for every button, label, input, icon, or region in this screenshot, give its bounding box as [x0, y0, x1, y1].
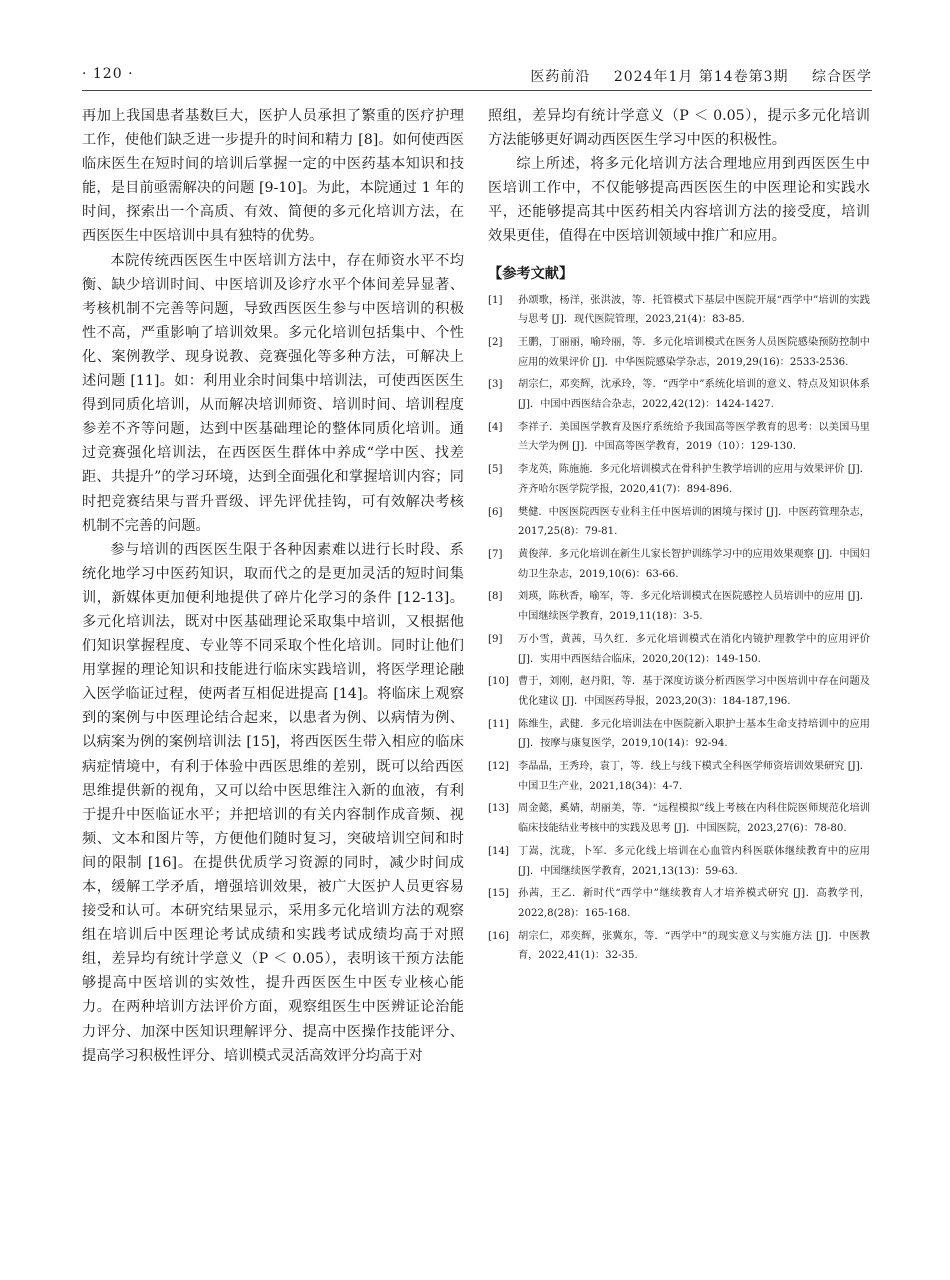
reference-number: [11] — [488, 718, 509, 730]
reference-item — [488, 418, 870, 457]
reference-number: [5] — [488, 464, 503, 476]
reference-list — [488, 291, 870, 967]
reference-item — [488, 630, 870, 669]
reference-text: 万小雪，黄茜，马久红．多元化培训模式在消化内镜护理教学中的应用评价 [J]．实用中西医结合临床，2020,20(12)：149-150. — [518, 633, 870, 665]
reference-text: 胡宗仁，邓奕辉，沈承玲，等．“西学中”系统化培训的意义、特点及知识体系 [J]．中国中西医结合杂志，2022,42(12)：1424-1427. — [518, 379, 870, 411]
reference-number: [9] — [488, 633, 503, 645]
journal-issue: 2024年1月 第14卷第3期 — [613, 69, 789, 85]
reference-number: [7] — [488, 549, 503, 560]
page-header — [82, 62, 872, 86]
journal-info — [512, 66, 872, 86]
body-paragraph: 再加上我国患者基数巨大，医护人员承担了繁重的医疗护理工作，使他们缺乏进一步提升的时间和精力 [8]。如何使西医临床医生在短时间的培训后掌握一定的中医药基本知识和技能，是目前亟需解决的问题 [9-10]。为此，本院通过 1 年的时间，探索出一个高质、有效、简便的多元化培训方法，在西医医生中医培训中具有独特的优势。 — [82, 108, 464, 245]
body-paragraph: 照组，差异均有统计学意义（P ＜ 0.05），提示多元化培训方法能够更好调动西医医生学习中医的积极性。 — [488, 108, 870, 149]
reference-text: 黄俊萍．多元化培训在新生儿家长智护训练学习中的应用效果观察 [J]．中国妇幼卫生杂志，2019,10(6)：63-66. — [518, 549, 870, 580]
left-column — [82, 104, 464, 1068]
reference-text: 丁嵩，沈珑，卜军．多元化线上培训在心血管内科医联体继续教育中的应用 [J]．中国继续医学教育，2021,13(13)：59-63. — [518, 845, 870, 877]
page-number: · 120 · — [82, 66, 134, 82]
references-title: 【参考文献】 — [488, 265, 574, 282]
reference-text: 王鹏，丁丽丽，喻玲丽，等．多元化培训模式在医务人员医院感染预防控制中应用的效果评价 [J]．中华医院感染学杂志，2019,29(16)：2533-2536. — [518, 336, 870, 368]
reference-text: 李晶晶，王秀玲，袁丁，等．线上与线下模式全科医学师资培训效果研究 [J]．中国卫生产业，2021,18(34)：4-7. — [518, 761, 870, 792]
reference-text: 李祥子．美国医学教育及医疗系统给予我国高等医学教育的思考：以美国马里兰大学为例 [J]．中国高等医学教育，2019（10）：129-130. — [518, 421, 870, 453]
reference-number: [2] — [488, 336, 503, 348]
reference-text: 孙颂歌，杨洋，张洪波，等．托管模式下基层中医院开展“西学中”培训的实践与思考 [J]．现代医院管理，2023,21(4)：83-85. — [518, 294, 870, 326]
reference-item — [488, 799, 870, 838]
reference-item — [488, 333, 870, 372]
reference-item — [488, 460, 870, 499]
reference-item — [488, 927, 870, 966]
journal-name: 医药前沿 — [530, 69, 591, 85]
reference-item — [488, 291, 870, 330]
reference-number: [15] — [488, 888, 509, 900]
reference-item — [488, 503, 870, 542]
reference-text: 周金懿，奚婧，胡丽美，等．“远程模拟”线上考核在内科住院医师规范化培训临床技能结业考核中的实践及思考 [J]．中国医院，2023,27(6)：78-80. — [518, 803, 870, 835]
right-column — [488, 104, 870, 969]
reference-text: 陈维生，武健．多元化培训法在中医院新入职护士基本生命支持培训中的应用 [J]．按摩与康复医学，2019,10(14)：92-94. — [518, 718, 870, 750]
journal-section: 综合医学 — [812, 69, 872, 85]
reference-number: [16] — [488, 930, 509, 942]
reference-number: [6] — [488, 506, 503, 518]
reference-item — [488, 884, 870, 923]
reference-item — [488, 757, 870, 796]
reference-text: 孙茜，王乙．新时代“西学中”继续教育人才培养模式研究 [J]．高教学刊，2022,8(28)：165-168. — [518, 888, 870, 919]
reference-text: 胡宗仁，邓奕辉，张冀东，等．“西学中”的现实意义与实施方法 [J]．中医教育，2022,41(1)：32-35. — [518, 930, 870, 962]
reference-number: [1] — [488, 294, 503, 306]
reference-number: [14] — [488, 845, 509, 857]
reference-number: [13] — [488, 803, 509, 815]
reference-item — [488, 842, 870, 881]
reference-number: [10] — [488, 676, 509, 688]
body-paragraph: 本院传统西医医生中医培训方法中，存在师资水平不均衡、缺少培训时间、中医培训及诊疗水平个体间差异显著、考核机制不完善等问题，导致西医医生参与中医培训的积极性不高，严重影响了培训效果。多元化培训包括集中、个性化、案例教学、现身说教、竞赛强化等多种方法，可解决上述问题 [11]。如：利用业余时间集中培训法，可使西医医生得到同质化培训，从而解决培训师资、培训时间、培训程度参差不齐等问题，达到中医基础理论的整体同质化培训。通过竞赛强化培训法，在西医医生群体中养成“学中医、找差距、共提升”的学习环境，达到全面强化和掌握培训内容；同时把竞赛结果与晋升晋级、评先评优挂钩，可有效解决考核机制不完善的问题。 — [82, 252, 464, 534]
reference-number: [4] — [488, 421, 503, 433]
reference-item — [488, 715, 870, 754]
reference-number: [8] — [488, 591, 503, 603]
reference-text: 李龙英，陈施施．多元化培训模式在骨科护生教学培训的应用与效果评价 [J]．齐齐哈尔医学院学报，2020,41(7)：894-896. — [518, 464, 870, 495]
reference-number: [12] — [488, 761, 509, 773]
reference-item — [488, 587, 870, 626]
reference-text: 刘瑛，陈秋香，喻军，等．多元化培训模式在医院感控人员培训中的应用 [J]．中国继续医学教育，2019,11(18)：3-5. — [518, 591, 870, 623]
reference-item — [488, 545, 870, 584]
reference-item — [488, 375, 870, 414]
body-paragraph: 参与培训的西医医生限于各种因素难以进行长时段、系统化地学习中医药知识，取而代之的是更加灵活的短时间集训，新媒体更加便利地提供了碎片化学习的条件 [12-13]。多元化培训法，既对中医基础理论采取集中培训，又根据他们知识掌握程度、专业等不同采取个性化培训。同时让他们用掌握的理论知识和技能进行临床实践培训，将医学理论融入医学临证过程，使两者互相促进提高 [14]。将临床上观察到的案例与中医理论结合起来，以患者为例、以病情为例、以病案为例的案例培训法 [15]，将西医医生带入相应的临床病症情境中，有利于体验中西医思维的差别，既可以给西医思维提供新的视角，又可以给中医思维注入新的血液，有利于提升中医临证水平；并把培训的有关内容制作成音频、视频、文本和图片等，方便他们随时复习，突破培训空间和时间的限制 [16]。在提供优质学习资源的同时，减少时间成本，缓解工学矛盾，增强培训效果，被广大医护人员更容易接受和认可。本研究结果显示，采用多元化培训方法的观察组在培训后中医理论考试成绩和实践考试成绩均高于对照组，差异均有统计学意义（P ＜ 0.05），表明该干预方法能够提高中医培训的实效性，提升西医医生中医专业核心能力。在两种培训方法评价方面，观察组医生中医辨证论治能力评分、加深中医知识理解评分、提高中医操作技能评分、提高学习积极性评分、培训模式灵活高效评分均高于对 — [82, 541, 464, 1064]
reference-item — [488, 672, 870, 711]
reference-number: [3] — [488, 379, 503, 391]
reference-text: 曹于，刘刚，赵丹阳，等．基于深度访谈分析西医学习中医培训中存在问题及优化建议 [J]．中国医药导报，2023,20(3)：184-187,196. — [518, 676, 870, 707]
reference-text: 樊健．中医医院西医专业科主任中医培训的困境与探讨 [J]．中医药管理杂志，2017,25(8)：79-81. — [518, 506, 870, 538]
header-divider — [82, 90, 872, 91]
body-paragraph: 综上所述，将多元化培训方法合理地应用到西医医生中医培训工作中，不仅能够提高西医医生的中医理论和实践水平，还能够提高其中医药相关内容培训方法的接受度，培训效果更佳，值得在中医培训领域中推广和应用。 — [488, 156, 870, 245]
